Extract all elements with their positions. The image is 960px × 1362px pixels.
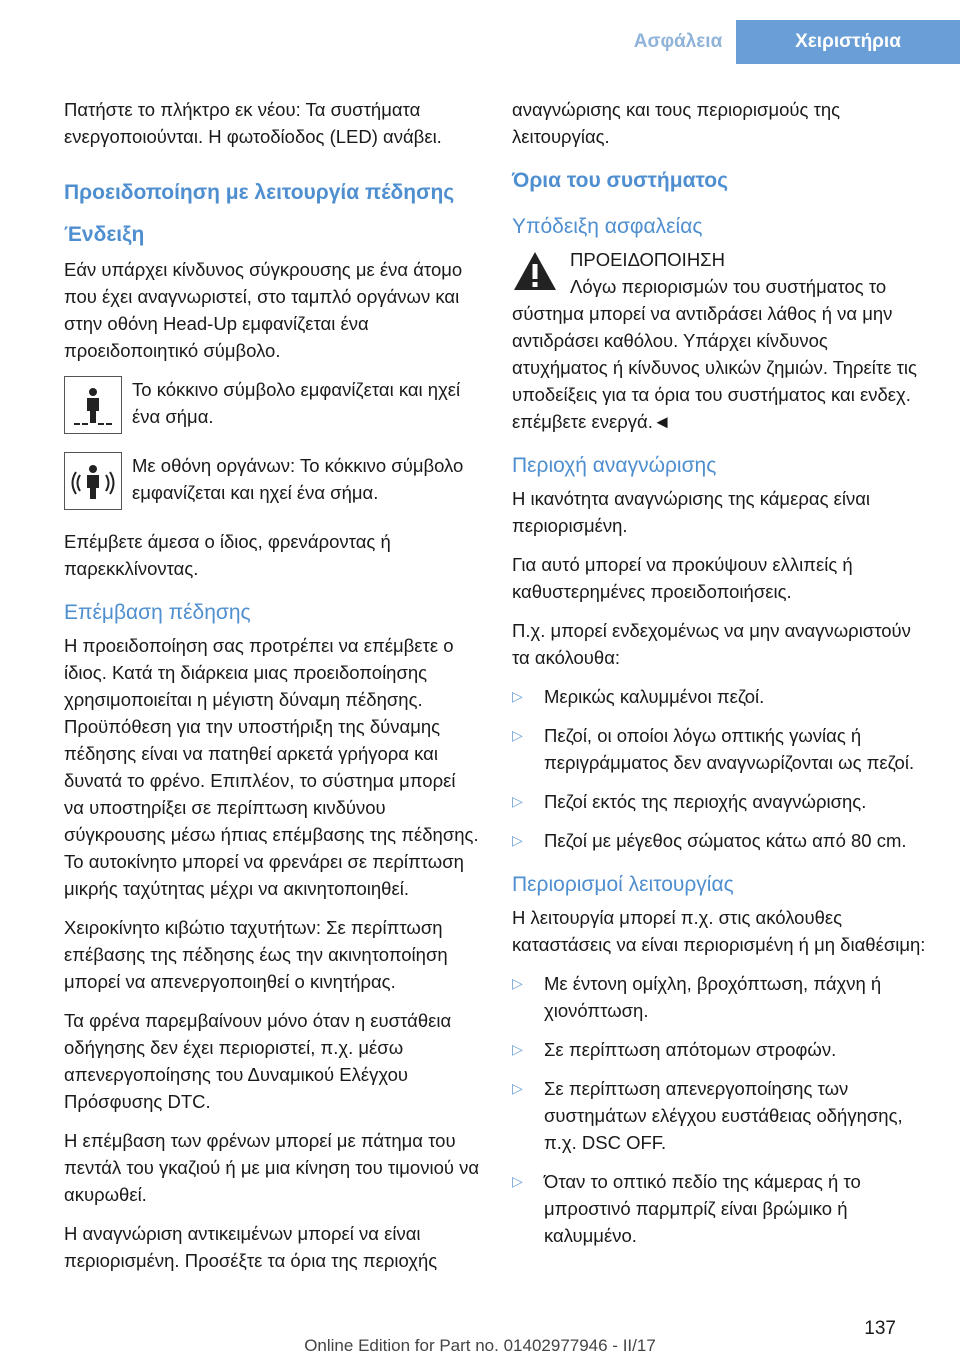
heading-warning-braking: Προειδοποίηση με λειτουργία πέδησης [64,181,455,204]
function-paragraph-1: Η λειτουργία μπορεί π.χ. στις ακόλουθες καταστάσεις να είναι περιορισμένη ή μη διαθέσιμη: [512,907,926,955]
list-item [512,722,928,776]
function-list [512,970,928,1249]
display-paragraph: Εάν υπάρχει κίνδυνος σύγκρουσης με ένα άτομο που έχει αναγνωριστεί, στο ταμπλό οργάνων και στην οθόνη Head-Up εμφανίζεται ένα προειδοποιητικό σύμβολο. [64,259,463,361]
bullet-icon: ▷ [512,832,523,848]
heading-braking-intervention: Επέμβαση πέδησης [64,601,251,624]
right-column [512,96,928,1261]
list-item [512,1075,928,1156]
braking-paragraph-1: Η προειδοποίηση σας προτρέπει να επέμβετε ο ίδιος. Κατά τη διάρκεια μιας προειδοποίησης χρησιμοποιείται η μέγιστη δύναμη πέδησης. Προϋπόθεση για την υποστήριξη της δύναμης πέδησης είναι να πατηθεί αρκετά γρήγορα και δυνατά το φρένο. Επιπλέον, το σύστημα μπορεί να υποστηρίξει σε περίπτωση κινδύνου σύγκρουσης μέσω ήπιας επέμβασης της πέδησης. Το αυτοκίνητο μπορεί να φρενάρει σε περίπτωση μικρής ταχύτητας μέχρι να ακινητοποιηθεί. [64,635,479,899]
list-item-text: Σε περίπτωση απενεργοποίησης των συστημάτων ελέγχου ευστάθειας οδήγησης, π.χ. DSC OFF. [544,1078,903,1153]
bullet-icon: ▷ [512,793,523,809]
warning-block [512,246,928,435]
list-item [512,788,928,815]
symbol-1-text: Το κόκκινο σύμβολο εμφανίζεται και ηχεί ένα σήμα. [132,379,461,427]
area-paragraph-1: Η ικανότητα αναγνώρισης της κάμερας είναι περιορισμένη. [512,488,871,536]
bullet-icon: ▷ [512,1041,523,1057]
continued-paragraph: αναγνώρισης και τους περιορισμούς της λειτουργίας. [512,99,841,147]
heading-system-limits: Όρια του συστήματος [512,169,729,192]
list-item [512,1168,928,1249]
braking-paragraph-3: Τα φρένα παρεμβαίνουν μόνο όταν η ευστάθεια οδήγησης δεν έχει περιοριστεί, π.χ. μέσω απενεργοποίησης του Δυναμικού Ελέγχου Πρόσφυσης DTC. [64,1010,452,1112]
tab-section[interactable]: Ασφάλεια [633,31,723,52]
braking-paragraph-4: Η επέμβαση των φρένων μπορεί με πάτημα του πεντάλ του γκαζιού ή με μια κίνηση του τιμονιού να ακυρωθεί. [64,1130,480,1205]
heading-function-limits: Περιορισμοί λειτουργίας [512,873,734,896]
list-item-text: Σε περίπτωση απότομων στροφών. [544,1039,837,1060]
intervene-paragraph: Επέμβετε άμεσα ο ίδιος, φρενάροντας ή παρεκκλίνοντας. [64,531,391,579]
symbol-row-2 [64,452,480,510]
symbol-2-text: Με οθόνη οργάνων: Το κόκκινο σύμβολο εμφανίζεται και ηχεί ένα σήμα. [132,455,464,503]
warning-triangle-icon [512,250,558,292]
list-item-text: Μερικώς καλυμμένοι πεζοί. [544,686,765,707]
bullet-icon: ▷ [512,975,523,991]
heading-display: Ένδειξη [64,223,145,246]
bullet-icon: ▷ [512,688,523,704]
pedestrian-warning-icon [64,376,122,434]
warning-label: ΠΡΟΕΙΔΟΠΟΙΗΣΗ [570,249,725,270]
list-item-text: Όταν το οπτικό πεδίο της κάμερας ή το μπροστινό παρμπρίζ είναι βρώμικο ή καλυμμένο. [544,1171,861,1246]
list-item [512,827,928,854]
braking-paragraph-5: Η αναγνώριση αντικειμένων μπορεί να είναι περιορισμένη. Προσέξτε τα όρια της περιοχής [64,1223,438,1271]
braking-paragraph-2: Χειροκίνητο κιβώτιο ταχυτήτων: Σε περίπτωση επέβασης της πέδησης έως την ακινητοποίηση μπορεί να απενεργοποιηθεί ο κινητήρας. [64,917,448,992]
list-item-text: Πεζοί, οι οποίοι λόγω οπτικής γωνίας ή περιγράμματος δεν αναγνωρίζονται ως πεζοί. [544,725,915,773]
pedestrian-sound-icon [64,452,122,510]
tab-current[interactable]: Χειριστήρια [736,20,960,64]
symbol-row-1 [64,376,480,434]
area-paragraph-2: Για αυτό μπορεί να προκύψουν ελλιπείς ή καθυστερημένες προειδοποιήσεις. [512,554,853,602]
list-item [512,970,928,1024]
bullet-icon: ▷ [512,1173,523,1189]
heading-detection-area: Περιοχή αναγνώρισης [512,454,717,477]
warning-text: Λόγω περιορισμών του συστήματος το σύστημα μπορεί να αντιδράσει λάθος ή να μην αντιδράσει καθόλου. Υπάρχει κίνδυνος ατυχήματος ή κίνδυνος υλικών ζημιών. Τηρείτε τις υποδείξεις για τα όρια του συστήματος και ενδεχ. επέμβετε ενεργά.◄ [512,276,917,432]
list-item-text: Πεζοί με μέγεθος σώματος κάτω από 80 cm. [544,830,907,851]
list-item-text: Πεζοί εκτός της περιοχής αναγνώρισης. [544,791,867,812]
list-item [512,683,928,710]
bullet-icon: ▷ [512,1080,523,1096]
list-item-text: Με έντονη ομίχλη, βροχόπτωση, πάχνη ή χιονόπτωση. [544,973,882,1021]
bullet-icon: ▷ [512,727,523,743]
area-paragraph-3: Π.χ. μπορεί ενδεχομένως να μην αναγνωριστούν τα ακόλουθα: [512,620,911,668]
left-column [64,96,480,1286]
footer-edition: Online Edition for Part no. 01402977946 - II/17 [304,1336,656,1355]
page-number: 137 [864,1318,896,1339]
list-item [512,1036,928,1063]
header-tabs [620,20,960,64]
heading-safety-note: Υπόδειξη ασφαλείας [512,215,703,238]
area-list [512,683,928,854]
intro-paragraph: Πατήστε το πλήκτρο εκ νέου: Τα συστήματα ενεργοποιούνται. Η φωτοδίοδος (LED) ανάβει. [64,99,442,147]
